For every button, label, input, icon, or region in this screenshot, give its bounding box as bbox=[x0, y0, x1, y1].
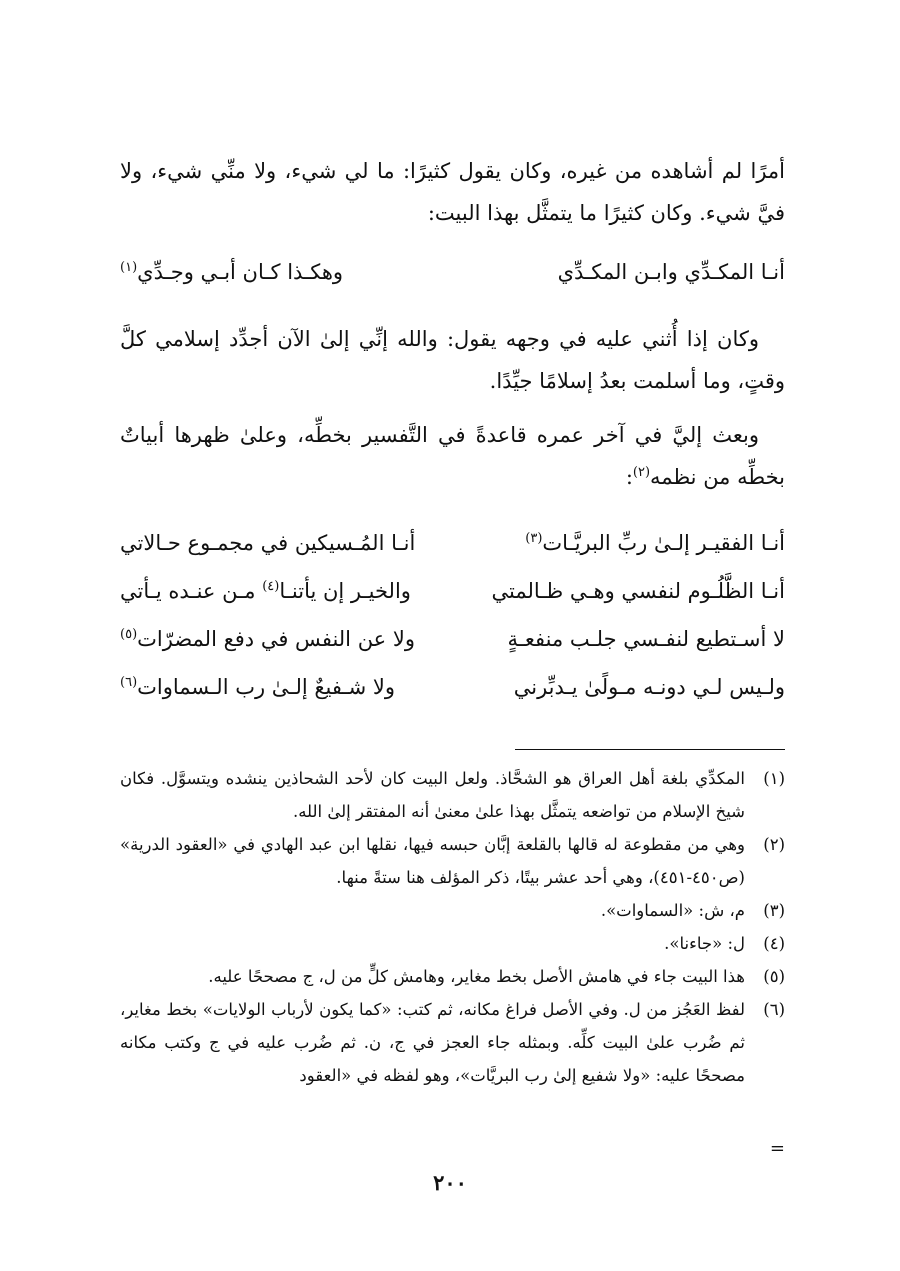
poem-verse-3-first: لا أسـتطيع لنفـسي جلـب منفعـةٍ bbox=[507, 627, 785, 651]
single-verse bbox=[120, 252, 785, 292]
footnote-number: (٤) bbox=[763, 934, 785, 953]
footnote-ref-1: (١) bbox=[120, 260, 138, 275]
footnote-text: وهي من مقطوعة له قالها بالقلعة إبَّان حبسه فيها، نقلها ابن عبد الهادي في «العقود الدرية» (ص٤٥٠-٤٥١)، وهي أحد عشر بيتًا، ذكر المؤلف هنا ستةً منها. bbox=[120, 835, 745, 887]
single-verse-second-text: وهكـذا كـان أبـي وجـدِّي bbox=[137, 260, 344, 284]
footnotes bbox=[120, 762, 785, 1092]
footnote-5 bbox=[120, 960, 785, 993]
page-number: ٢٠٠ bbox=[433, 1170, 467, 1195]
paragraph-1 bbox=[120, 150, 785, 234]
poem-verse-1 bbox=[120, 520, 785, 568]
paragraph-2 bbox=[120, 318, 785, 402]
paragraph-3-text: وبعث إليَّ في آخر عمره قاعدةً في التَّفسير بخطِّه، وعلىٰ ظهرها أبياتٌ بخطِّه من نظمه bbox=[120, 423, 785, 489]
footnote-divider bbox=[515, 749, 785, 750]
footnote-text: هذا البيت جاء في هامش الأصل بخط مغاير، وهامش كلٍّ من ل، ج مصححًا عليه. bbox=[208, 967, 745, 986]
footnote-text: ل: «جاءنا». bbox=[664, 934, 745, 953]
footnote-ref-3: (٣) bbox=[525, 531, 543, 546]
poem-verse-2 bbox=[120, 568, 785, 616]
footnote-number: (٦) bbox=[763, 1000, 785, 1019]
poem bbox=[120, 520, 785, 712]
poem-verse-2-second-b: مـن عنـده يـأتي bbox=[120, 579, 263, 603]
footnote-2 bbox=[120, 828, 785, 894]
footnote-4 bbox=[120, 927, 785, 960]
poem-verse-1-first-text: أنـا الفقيـر إلـىٰ ربِّ البريَّـات bbox=[542, 531, 785, 555]
poem-verse-2-second bbox=[120, 568, 411, 614]
poem-verse-1-first bbox=[525, 520, 785, 566]
poem-verse-3-second bbox=[120, 616, 415, 662]
footnote-number: (٥) bbox=[763, 967, 785, 986]
paragraph-3 bbox=[120, 414, 785, 498]
poem-verse-4 bbox=[120, 664, 785, 712]
poem-verse-1-second: أنـا المُـسيكين في مجمـوع حـالاتي bbox=[120, 531, 416, 555]
poem-verse-2-first: أنـا الظَّلُـوم لنفسي وهـي ظـالمتي bbox=[491, 579, 785, 603]
single-verse-second-hemistich bbox=[120, 252, 343, 292]
continuation-mark: = bbox=[769, 1138, 785, 1159]
footnote-number: (١) bbox=[763, 769, 785, 788]
footnote-text: المكدِّي بلغة أهل العراق هو الشحَّاذ. ولعل البيت كان لأحد الشحاذين ينشده ويتسوَّل. فكان شيخ الإسلام من تواضعه يتمثَّل بهذا علىٰ معنىٰ أنه المفتقر إلىٰ الله. bbox=[120, 769, 745, 821]
poem-verse-4-second-text: ولا شـفيعٌ إلـىٰ رب الـسماوات bbox=[137, 675, 396, 699]
poem-verse-4-second bbox=[120, 664, 395, 710]
poem-verse-2-second-a: والخيـر إن يأتنـا bbox=[279, 579, 411, 603]
poem-verse-3 bbox=[120, 616, 785, 664]
paragraph-3-colon: : bbox=[625, 465, 633, 489]
single-verse-first-hemistich: أنـا المكـدِّي وابـن المكـدِّي bbox=[557, 260, 785, 284]
footnote-ref-6: (٦) bbox=[120, 675, 138, 690]
poem-verse-4-first: ولـيس لـي دونـه مـولًىٰ يـدبِّرني bbox=[513, 675, 785, 699]
footnote-ref-4: (٤) bbox=[262, 579, 280, 594]
footnote-1 bbox=[120, 762, 785, 828]
footnote-text: لفظ العَجُز من ل. وفي الأصل فراغ مكانه، ثم كتب: «كما يكون لأرباب الولايات» بخط مغاير، ثم ضُرب علىٰ البيت كلِّه. وبمثله جاء العجز في ج، ن. ثم ضُرب عليه في ج وكتب مكانه مصححًا عليه: «ولا شفيع إلىٰ رب البريَّات»، وهو لفظه في «العقود bbox=[120, 1000, 745, 1085]
paragraph-1-text: أمرًا لم أشاهده من غيره، وكان يقول كثيرًا: ما لي شيء، ولا منِّي شيء، ولا فيَّ شيء. وكان كثيرًا ما يتمثَّل بهذا البيت: bbox=[120, 159, 785, 225]
footnote-number: (٢) bbox=[763, 835, 785, 854]
paragraph-2-text: وكان إذا أُثني عليه في وجهه يقول: والله إنِّي إلىٰ الآن أجدِّد إسلامي كلَّ وقتٍ، وما أسلمت بعدُ إسلامًا جيِّدًا. bbox=[120, 327, 785, 393]
footnote-6 bbox=[120, 993, 785, 1092]
footnote-3 bbox=[120, 894, 785, 927]
footnote-ref-5: (٥) bbox=[120, 627, 138, 642]
poem-verse-3-second-text: ولا عن النفس في دفع المضرّات bbox=[137, 627, 416, 651]
footnote-number: (٣) bbox=[763, 901, 785, 920]
footnote-ref-2: (٢) bbox=[632, 465, 651, 480]
footnote-text: م، ش: «السماوات». bbox=[600, 901, 745, 920]
